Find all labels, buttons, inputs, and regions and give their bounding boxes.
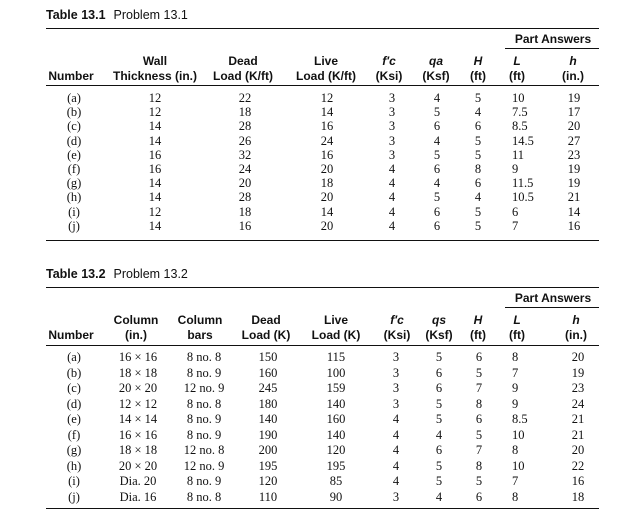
table2-row7-col2: 12 no. 9	[183, 458, 225, 473]
table1-row7-col8: 21	[567, 190, 581, 205]
table1-row1-col8: 17	[567, 105, 581, 120]
table1-row3-col5: 4	[433, 133, 441, 148]
table1-header-col1-line0: Wall	[142, 54, 168, 68]
table2-row7-col5: 4	[392, 458, 400, 473]
table2-row5-col4: 140	[326, 427, 346, 442]
table1-part-answers-rule	[505, 48, 599, 49]
table2-row6-col8: 8	[512, 443, 519, 457]
table2-row1-col4: 100	[326, 365, 346, 380]
table2-header-col1-line1: (in.)	[125, 328, 147, 342]
table1-row3-col2: 26	[238, 133, 252, 148]
table2-row8-col1: Dia. 20	[119, 474, 157, 488]
table2-row4-col6: 5	[435, 412, 443, 426]
table1-header-col2-line0: Dead	[228, 54, 258, 68]
table2-header-col4-line0: Live	[323, 313, 348, 327]
table2-row7-col3: 195	[258, 458, 278, 473]
table2-row9-col6: 4	[435, 489, 443, 504]
table2-row1-col3: 160	[258, 365, 278, 380]
table1-row2-col4: 3	[388, 119, 396, 134]
table1-row9-col0: (j)	[68, 218, 80, 233]
table2-row3-col3: 180	[258, 396, 278, 411]
table2-row8-col3: 120	[258, 474, 278, 488]
table2-header-col5-line0: f′c	[390, 313, 404, 327]
table2-row8-col5: 4	[392, 474, 400, 488]
table2-row4-col7: 6	[475, 412, 483, 426]
table1-row8-col5: 6	[433, 204, 441, 219]
table2-row2-col7: 7	[475, 381, 483, 395]
table2-row2-col5: 3	[392, 381, 400, 395]
table2-caption-number: Table 13.2	[46, 267, 106, 281]
table1-row3-col4: 3	[388, 133, 396, 148]
table1-row4-col4: 3	[388, 147, 396, 162]
table1-row3-col7: 14.5	[512, 133, 534, 148]
table2-row3-col0: (d)	[66, 396, 82, 411]
table2-header-col7-line1: (ft)	[470, 328, 486, 342]
table2-row1-col5: 3	[392, 365, 400, 380]
table2-row0-col7: 6	[475, 350, 483, 364]
table2-row2-col9: 23	[571, 381, 585, 395]
table1-row1-col4: 3	[388, 105, 396, 120]
table2-row8-col7: 5	[475, 474, 483, 488]
table2-row7-col0: (h)	[66, 458, 82, 473]
table2-row2-col4: 159	[326, 381, 346, 395]
table2-header-col1-line0: Column	[113, 313, 159, 327]
table2-row8-col2: 8 no. 9	[186, 474, 222, 488]
table1-row6-col7: 11.5	[512, 176, 534, 191]
table2-header-col5-line1: (Ksi)	[383, 328, 411, 342]
table1-row7-col2: 28	[238, 190, 252, 205]
table1-caption-number: Table 13.1	[46, 8, 106, 22]
table2-row8-col9: 16	[571, 474, 585, 488]
table2-row4-col0: (e)	[67, 412, 81, 426]
table2-row2-col8: 9	[512, 381, 519, 395]
table1-row2-col6: 6	[474, 119, 482, 134]
table2-row5-col0: (f)	[67, 427, 81, 442]
table2-row4-col9: 21	[571, 412, 585, 426]
table2-row2-col1: 20 × 20	[118, 381, 158, 395]
table1-row9-col2: 16	[238, 218, 252, 233]
table2-row0-col5: 3	[392, 350, 400, 364]
table1-header-col6-line0: H	[473, 54, 483, 68]
table1-row2-col7: 8.5	[512, 119, 528, 134]
table2-header-col8-line1: (ft)	[509, 328, 525, 342]
table1-row1-col6: 4	[474, 105, 482, 120]
table1-row8-col3: 14	[320, 204, 334, 219]
table2-part-answers-rule	[505, 307, 599, 308]
table2-row6-col0: (g)	[66, 443, 82, 457]
table2-header-col0-line1: Number	[48, 328, 94, 342]
table2-row0-col6: 5	[435, 350, 443, 364]
table2-row3-col2: 8 no. 8	[186, 396, 222, 411]
table2-row6-col5: 4	[392, 443, 400, 457]
table1-row7-col3: 20	[320, 190, 334, 205]
table2-row3-col9: 24	[571, 396, 585, 411]
table2-row7-col8: 10	[512, 458, 525, 473]
table1-row6-col6: 6	[474, 176, 482, 191]
table1-row2-col1: 14	[148, 119, 162, 134]
table2-row2-col2: 12 no. 9	[183, 381, 225, 395]
table2-row0-col8: 8	[512, 350, 519, 364]
table1-header-col6-line1: (ft)	[470, 69, 486, 83]
table2-row0-col1: 16 × 16	[118, 350, 158, 364]
table1-row8-col4: 4	[388, 204, 396, 219]
table2-caption-text: Problem 13.2	[113, 267, 188, 281]
table1-row5-col3: 20	[320, 162, 334, 176]
table1-row4-col0: (e)	[67, 147, 81, 162]
table2-row5-col5: 4	[392, 427, 400, 442]
table1-header-col0-line1: Number	[48, 69, 94, 83]
table2-row6-col6: 6	[435, 443, 443, 457]
table1-row7-col6: 4	[474, 190, 482, 205]
table2-row5-col6: 4	[435, 427, 443, 442]
table2-row6-col1: 18 × 18	[118, 443, 158, 457]
table1-row6-col2: 20	[238, 176, 252, 191]
table1-row7-col1: 14	[148, 190, 162, 205]
table1-row9-col5: 6	[433, 218, 441, 233]
table2-row7-col4: 195	[326, 458, 346, 473]
table1-row3-col8: 27	[567, 133, 581, 148]
table2-row1-col0: (b)	[66, 365, 82, 380]
table2-row9-col0: (j)	[68, 489, 80, 504]
table1-row2-col2: 28	[238, 119, 252, 134]
table2-row1-col2: 8 no. 9	[186, 365, 222, 380]
table2-row5-col7: 5	[475, 427, 483, 442]
table2-row3-col1: 12 × 12	[118, 396, 158, 411]
table1-row9-col7: 7	[512, 218, 519, 233]
table1-row1-col5: 5	[433, 105, 441, 120]
table1-row0-col0: (a)	[67, 91, 81, 105]
table1-row4-col8: 23	[567, 147, 581, 162]
table2-row9-col7: 6	[475, 489, 483, 504]
table1-row5-col1: 16	[148, 162, 162, 176]
table1-row8-col7: 6	[512, 204, 519, 219]
table2-row9-col8: 8	[512, 489, 519, 504]
table1-row0-col4: 3	[388, 91, 396, 105]
table2-row1-col7: 5	[475, 365, 483, 380]
table2-row0-col2: 8 no. 8	[186, 350, 222, 364]
table1-bottom-rule	[46, 240, 599, 241]
table2-row3-col8: 9	[512, 396, 519, 411]
table2-row6-col7: 7	[475, 443, 483, 457]
table1-row8-col2: 18	[238, 204, 252, 219]
table2-row1-col6: 6	[435, 365, 443, 380]
table1-row0-col5: 4	[433, 91, 441, 105]
table2-caption	[46, 267, 188, 281]
table2-row6-col9: 20	[571, 443, 585, 457]
table1-row6-col4: 4	[388, 176, 396, 191]
table1-row2-col8: 20	[567, 119, 581, 134]
table1-row0-col8: 19	[567, 91, 581, 105]
table2-row9-col9: 18	[571, 489, 585, 504]
table2-row2-col3: 245	[258, 381, 278, 395]
table1-row1-col0: (b)	[66, 105, 82, 120]
table1-header-col3-line0: Live	[313, 54, 338, 68]
table2-row9-col1: Dia. 16	[119, 489, 157, 504]
table1-header-rule	[46, 85, 599, 86]
table1-row8-col0: (i)	[68, 204, 80, 219]
table2-row3-col7: 8	[475, 396, 483, 411]
table2-row6-col3: 200	[258, 443, 278, 457]
table1-row4-col2: 32	[238, 147, 252, 162]
table2-header-col3-line1: Load (K)	[241, 328, 291, 342]
table1-row8-col8: 14	[567, 204, 581, 219]
table2-row4-col2: 8 no. 9	[186, 412, 222, 426]
table2-row1-col9: 19	[571, 365, 585, 380]
table1-top-rule	[46, 28, 599, 29]
table1-row5-col4: 4	[388, 162, 396, 176]
table1-row7-col5: 5	[433, 190, 441, 205]
table2-row2-col0: (c)	[67, 381, 81, 395]
table2-row4-col8: 8.5	[512, 412, 528, 426]
table2-header-col6-line1: (Ksf)	[425, 328, 453, 342]
table1-row8-col6: 5	[474, 204, 482, 219]
table2-header-rule	[46, 345, 599, 346]
table2-row9-col3: 110	[258, 489, 278, 504]
table1-row5-col8: 19	[567, 162, 581, 176]
table2-row8-col8: 7	[512, 474, 519, 488]
table1-part-answers-label: Part Answers	[514, 32, 592, 46]
table1-row6-col8: 19	[567, 176, 581, 191]
table1-header-col2-line1: Load (K/ft)	[213, 69, 273, 83]
table1-header-col1-line1: Thickness (in.)	[112, 69, 198, 83]
table1-row6-col3: 18	[320, 176, 334, 191]
table1-row4-col7: 11	[512, 147, 525, 162]
table1-row5-col6: 8	[474, 162, 482, 176]
table2-row4-col4: 160	[326, 412, 346, 426]
table1-row6-col1: 14	[148, 176, 162, 191]
table1-header-col5-line1: (Ksf)	[422, 69, 450, 83]
table2-row0-col4: 115	[326, 350, 346, 364]
table1-header-col7-line0: L	[513, 54, 521, 68]
table2-header-col7-line0: H	[473, 313, 483, 327]
table2-row7-col9: 22	[571, 458, 585, 473]
table2-row7-col6: 5	[435, 458, 443, 473]
table2-row0-col3: 150	[258, 350, 278, 364]
table2-row5-col9: 21	[571, 427, 585, 442]
table2-row0-col0: (a)	[67, 350, 81, 364]
table2-row3-col5: 3	[392, 396, 400, 411]
table1-row4-col3: 16	[320, 147, 334, 162]
table1-caption-text: Problem 13.1	[113, 8, 188, 22]
table2-header-col9-line0: h	[572, 313, 580, 327]
table1-row9-col8: 16	[567, 218, 581, 233]
table1-row4-col1: 16	[148, 147, 162, 162]
table2-row5-col1: 16 × 16	[118, 427, 158, 442]
table2-row8-col6: 5	[435, 474, 443, 488]
table1-row2-col0: (c)	[67, 119, 81, 134]
table2-header-col9-line1: (in.)	[565, 328, 587, 342]
table1-row0-col2: 22	[238, 91, 252, 105]
table1-header-col7-line1: (ft)	[509, 69, 525, 83]
table2-row2-col6: 6	[435, 381, 443, 395]
table1-row3-col3: 24	[320, 133, 334, 148]
table2-bottom-rule	[46, 508, 599, 509]
table2-row6-col2: 12 no. 8	[183, 443, 225, 457]
table1-row1-col3: 14	[320, 105, 334, 120]
table2-row6-col4: 120	[326, 443, 346, 457]
table1-row6-col0: (g)	[66, 176, 82, 191]
table1-row3-col1: 14	[148, 133, 162, 148]
table1-header-col8-line1: (in.)	[562, 69, 584, 83]
table2-row5-col8: 10	[512, 427, 525, 442]
table1-row7-col0: (h)	[66, 190, 82, 205]
table1-row9-col6: 5	[474, 218, 482, 233]
table1-row4-col5: 5	[433, 147, 441, 162]
table1-row3-col0: (d)	[66, 133, 82, 148]
table1-header-col4-line0: f′c	[382, 54, 396, 68]
table1-row5-col7: 9	[512, 162, 519, 176]
table1-row5-col5: 6	[433, 162, 441, 176]
table2-header-col2-line1: bars	[187, 328, 213, 342]
table1-caption	[46, 8, 188, 22]
table1-row9-col1: 14	[148, 218, 162, 233]
table1-row4-col6: 5	[474, 147, 482, 162]
table1-row0-col1: 12	[148, 91, 162, 105]
table2-row4-col5: 4	[392, 412, 400, 426]
table1-row2-col3: 16	[320, 119, 334, 134]
table1-row9-col3: 20	[320, 218, 334, 233]
table2-header-col4-line1: Load (K)	[311, 328, 361, 342]
table2-row7-col1: 20 × 20	[118, 458, 158, 473]
table1-row1-col7: 7.5	[512, 105, 528, 120]
table1-header-col5-line0: qa	[428, 54, 443, 68]
table2-row3-col6: 5	[435, 396, 443, 411]
table2-header-col3-line0: Dead	[251, 313, 281, 327]
table1-row7-col7: 10.5	[512, 190, 534, 205]
table1-row3-col6: 5	[474, 133, 482, 148]
table1-row0-col3: 12	[320, 91, 334, 105]
table1-row0-col7: 10	[512, 91, 525, 105]
table1-row9-col4: 4	[388, 218, 396, 233]
table1-row7-col4: 4	[388, 190, 396, 205]
table2-header-col2-line0: Column	[177, 313, 223, 327]
table2-part-answers-label: Part Answers	[514, 291, 592, 305]
table1-header-col4-line1: (Ksi)	[375, 69, 403, 83]
table2-top-rule	[46, 287, 599, 288]
table1-row5-col2: 24	[238, 162, 252, 176]
table2-row9-col5: 3	[392, 489, 400, 504]
table2-row1-col8: 7	[512, 365, 519, 380]
table2-header-col6-line0: qs	[431, 313, 446, 327]
table2-header-col8-line0: L	[513, 313, 521, 327]
table1-row8-col1: 12	[148, 204, 162, 219]
table1-header-col3-line1: Load (K/ft)	[296, 69, 356, 83]
table2-row5-col3: 190	[258, 427, 278, 442]
table2-row4-col3: 140	[258, 412, 278, 426]
table2-row7-col7: 8	[475, 458, 483, 473]
table2-row8-col0: (i)	[68, 474, 80, 488]
table1-header-col8-line0: h	[569, 54, 577, 68]
table1-row2-col5: 6	[433, 119, 441, 134]
table2-row0-col9: 20	[571, 350, 585, 364]
table1-row5-col0: (f)	[67, 162, 81, 176]
table2-row1-col1: 18 × 18	[118, 365, 158, 380]
table2-row8-col4: 85	[329, 474, 343, 488]
table1-row6-col5: 4	[433, 176, 441, 191]
table2-row9-col4: 90	[329, 489, 343, 504]
table1-row1-col2: 18	[238, 105, 252, 120]
table2-row3-col4: 140	[326, 396, 346, 411]
table1-row1-col1: 12	[148, 105, 162, 120]
table2-row5-col2: 8 no. 9	[186, 427, 222, 442]
table2-row4-col1: 14 × 14	[118, 412, 158, 426]
table2-row9-col2: 8 no. 8	[186, 489, 222, 504]
table1-row0-col6: 5	[474, 91, 482, 105]
